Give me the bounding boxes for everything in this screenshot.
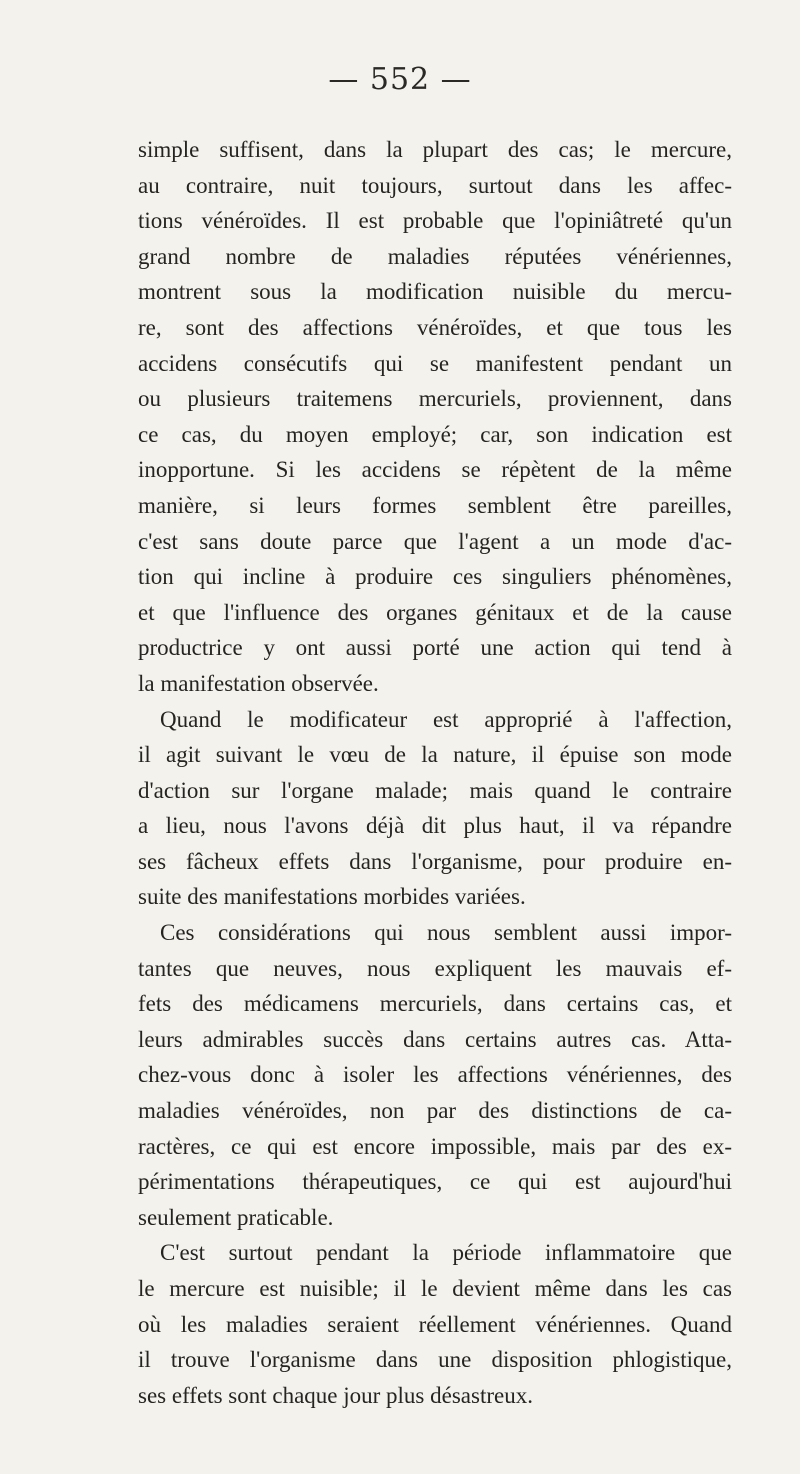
text-line: tion qui incline à produire ces singuliers phénomènes, bbox=[138, 564, 732, 590]
text-line: tions vénéroïdes. Il est probable que l'opiniâtreté qu'un bbox=[138, 208, 732, 234]
text-line: le mercure est nuisible; il le devient même dans les cas bbox=[138, 1276, 732, 1301]
page-number: — 552 — bbox=[328, 62, 472, 97]
text-line: au contraire, nuit toujours, surtout dans les affec- bbox=[138, 172, 732, 198]
text-line: et que l'influence des organes génitaux et de la cause bbox=[138, 599, 732, 625]
text-line: il agit suivant le vœu de la nature, il épuise son mode bbox=[138, 742, 732, 768]
text-line: c'est sans doute parce que l'agent a un mode d'ac- bbox=[138, 528, 732, 554]
text-line: d'action sur l'organe malade; mais quand le contraire bbox=[138, 777, 732, 803]
text-line: ou plusieurs traitemens mercuriels, proviennent, dans bbox=[138, 386, 732, 412]
text-line: productrice y ont aussi porté une action qui tend à bbox=[138, 635, 732, 661]
text-line: leurs admirables succès dans certains autres cas. Atta- bbox=[138, 1026, 732, 1052]
text-line: où les maladies seraient réellement vénériennes. Quand bbox=[138, 1311, 732, 1337]
paragraph-1 bbox=[138, 132, 732, 702]
text-line: il trouve l'organisme dans une disposition phlogistique, bbox=[138, 1347, 732, 1373]
text-line: inopportune. Si les accidens se répètent de la même bbox=[138, 457, 732, 483]
text-line: Quand le modificateur est approprié à l'affection, bbox=[160, 706, 732, 732]
text-line: la manifestation observée. bbox=[138, 670, 379, 696]
text-line: a lieu, nous l'avons déjà dit plus haut, il va répandre bbox=[138, 813, 732, 839]
text-line: Ces considérations qui nous semblent aussi impor- bbox=[160, 920, 732, 946]
text-line: montrent sous la modification nuisible du mercu- bbox=[138, 279, 732, 305]
text-line: C'est surtout pendant la période inflammatoire que bbox=[160, 1240, 732, 1266]
paragraph-3 bbox=[138, 915, 732, 1235]
text-line: chez-vous donc à isoler les affections vénériennes, des bbox=[138, 1062, 732, 1088]
text-line: seulement praticable. bbox=[138, 1204, 334, 1230]
text-line: ce cas, du moyen employé; car, son indication est bbox=[138, 421, 732, 447]
text-line: périmentations thérapeutiques, ce qui est aujourd'hui bbox=[138, 1169, 732, 1195]
text-line: ses fâcheux effets dans l'organisme, pour produire en- bbox=[138, 848, 732, 874]
text-line: grand nombre de maladies réputées vénériennes, bbox=[138, 243, 732, 269]
text-line: tantes que neuves, nous expliquent les mauvais ef- bbox=[138, 955, 732, 981]
text-line: fets des médicamens mercuriels, dans certains cas, et bbox=[138, 991, 732, 1017]
text-line: maladies vénéroïdes, non par des distinctions de ca- bbox=[138, 1098, 732, 1124]
text-line: suite des manifestations morbides variées. bbox=[138, 884, 526, 910]
paragraph-2 bbox=[138, 702, 732, 916]
text-line: accidens consécutifs qui se manifestent pendant un bbox=[138, 350, 732, 376]
text-line: ses effets sont chaque jour plus désastreux. bbox=[138, 1382, 533, 1408]
body-text bbox=[138, 132, 732, 1413]
text-line: simple suffisent, dans la plupart des cas; le mercure, bbox=[138, 137, 732, 162]
text-line: manière, si leurs formes semblent être pareilles, bbox=[138, 492, 732, 518]
text-line: re, sont des affections vénéroïdes, et que tous les bbox=[138, 314, 732, 340]
text-line: ractères, ce qui est encore impossible, mais par des ex- bbox=[138, 1133, 732, 1159]
paragraph-4 bbox=[138, 1235, 732, 1413]
